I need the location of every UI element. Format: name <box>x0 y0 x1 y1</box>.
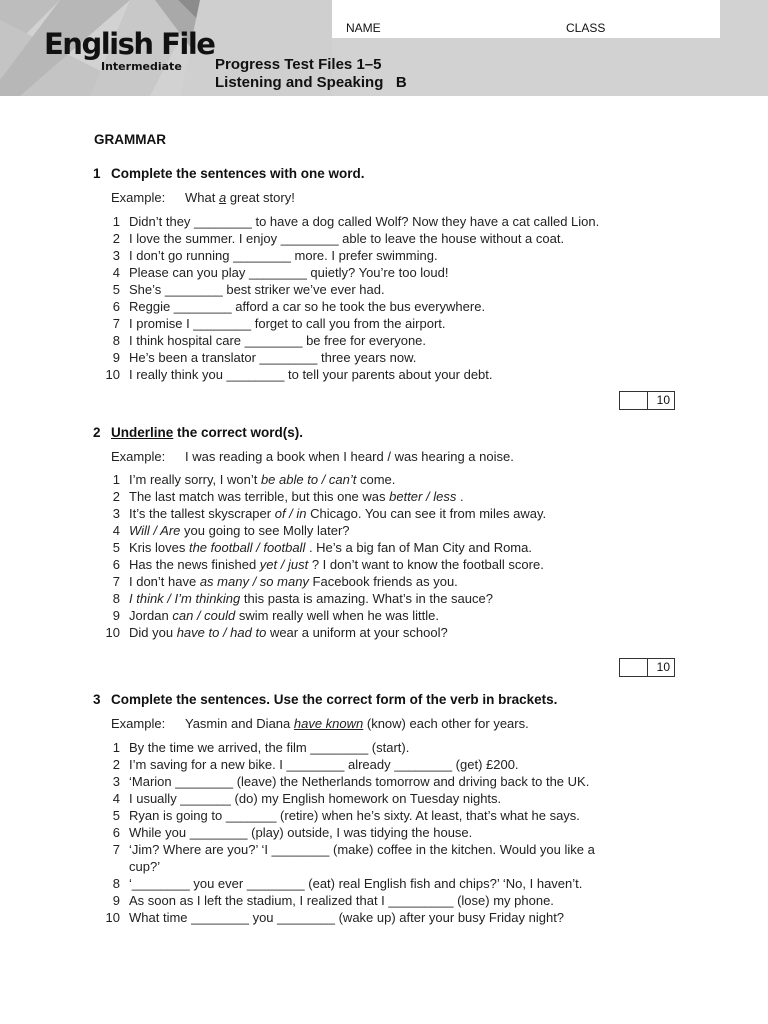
item-text: Has the news finished <box>129 557 260 572</box>
score-blank <box>620 659 648 676</box>
list-item <box>100 332 660 349</box>
item-number: 6 <box>112 299 120 314</box>
example-label: Example: <box>111 190 166 205</box>
exercise-instruction-underlined: Underline <box>111 425 174 440</box>
item-text: ‘Marion ________ (leave) the Netherlands tomorrow and driving back to the UK. <box>129 774 590 789</box>
item-number: 3 <box>112 248 120 263</box>
test-title-line2: Listening and Speaking B <box>215 74 407 91</box>
example-text-after: (know) each other for years. <box>363 716 529 731</box>
item-text: you going to see Molly later? <box>180 523 350 538</box>
brand-name: English File <box>44 27 215 61</box>
item-number: 8 <box>112 876 120 891</box>
list-item <box>100 739 620 756</box>
list-item <box>100 366 660 383</box>
item-number: 10 <box>105 625 120 640</box>
item-text: The last match was terrible, but this one was <box>129 489 390 504</box>
test-title-line1: Progress Test Files 1–5 <box>215 56 382 73</box>
class-label: CLASS <box>566 21 606 35</box>
item-text: Chicago. You can see it from miles away. <box>306 506 547 521</box>
brand-level: Intermediate <box>101 60 182 73</box>
item-number: 4 <box>112 791 120 806</box>
list-item <box>100 807 620 824</box>
score-blank <box>620 392 648 409</box>
item-number: 9 <box>112 350 120 365</box>
item-text: It’s the tallest skyscraper <box>129 506 275 521</box>
item-text: . He’s a big fan of Man City and Roma. <box>305 540 532 555</box>
item-text: I really think you ________ to tell your parents about your debt. <box>129 367 493 382</box>
item-number: 10 <box>105 910 120 925</box>
item-number: 6 <box>112 557 120 572</box>
example-text-before: What <box>185 190 219 205</box>
list-item <box>100 505 660 522</box>
item-text: Please can you play ________ quietly? You’re too loud! <box>129 265 449 280</box>
list-item <box>100 488 660 505</box>
exercise-2-score-box <box>619 658 675 677</box>
item-number: 3 <box>112 774 120 789</box>
item-text: I promise I ________ forget to call you from the airport. <box>129 316 446 331</box>
item-number: 5 <box>112 282 120 297</box>
choice-options[interactable]: of / in <box>274 506 307 521</box>
item-text: wear a uniform at your school? <box>266 625 448 640</box>
list-item <box>100 298 660 315</box>
score-total: 10 <box>656 393 670 407</box>
list-item <box>100 471 660 488</box>
item-number: 1 <box>112 740 120 755</box>
exercise-number: 3 <box>93 692 101 707</box>
exercise-3-heading <box>93 692 557 707</box>
exercise-instruction: the correct word(s). <box>173 425 304 440</box>
item-text: He’s been a translator ________ three years now. <box>129 350 417 365</box>
item-number: 8 <box>112 591 120 606</box>
item-text: Ryan is going to _______ (retire) when he’s sixty. At least, that’s what he says. <box>129 808 580 823</box>
choice-options[interactable]: as many / so many <box>199 574 309 589</box>
score-total: 10 <box>656 660 670 674</box>
item-number: 5 <box>112 808 120 823</box>
item-text: I usually _______ (do) my English homework on Tuesday nights. <box>129 791 502 806</box>
item-number: 6 <box>112 825 120 840</box>
item-number: 2 <box>112 757 120 772</box>
item-number: 9 <box>112 893 120 908</box>
item-text: I don’t go running ________ more. I prefer swimming. <box>129 248 438 263</box>
page-header <box>0 0 768 96</box>
item-number: 8 <box>112 333 120 348</box>
exercise-number: 2 <box>93 425 101 440</box>
section-title: GRAMMAR <box>94 132 166 147</box>
list-item <box>100 790 620 807</box>
list-item <box>100 281 660 298</box>
item-text: come. <box>356 472 396 487</box>
item-text: I think hospital care ________ be free for everyone. <box>129 333 427 348</box>
list-item <box>100 624 660 641</box>
item-text: She’s ________ best striker we’ve ever had. <box>129 282 385 297</box>
list-item <box>100 590 660 607</box>
item-text: While you ________ (play) outside, I was tidying the house. <box>129 825 473 840</box>
choice-options[interactable]: have to / had to <box>176 625 267 640</box>
item-text: Jordan <box>129 608 173 623</box>
item-text: As soon as I left the stadium, I realized that I _________ (lose) my phone. <box>129 893 554 908</box>
exercise-instruction: Complete the sentences. Use the correct form of the verb in brackets. <box>111 692 558 707</box>
list-item <box>100 573 660 590</box>
item-text: swim really well when he was little. <box>235 608 439 623</box>
choice-options[interactable]: I think / I’m thinking <box>129 591 241 606</box>
item-number: 3 <box>112 506 120 521</box>
list-item <box>100 875 620 892</box>
item-text: ‘________ you ever ________ (eat) real English fish and chips?’ ‘No, I haven’t. <box>129 876 583 891</box>
list-item <box>100 213 660 230</box>
list-item <box>100 264 660 281</box>
example-label: Example: <box>111 449 166 464</box>
list-item <box>100 539 660 556</box>
example-label: Example: <box>111 716 166 731</box>
item-text: I’m saving for a new bike. I ________ already ________ (get) £200. <box>129 757 519 772</box>
item-number: 5 <box>112 540 120 555</box>
exercise-number: 1 <box>93 166 101 181</box>
list-item <box>100 315 660 332</box>
list-item <box>100 349 660 366</box>
list-item <box>100 909 620 926</box>
exercise-instruction: Complete the sentences with one word. <box>111 166 365 181</box>
name-label: NAME <box>346 21 381 35</box>
choice-options[interactable]: can / could <box>172 608 236 623</box>
example-answer: a <box>218 190 227 205</box>
list-item <box>100 756 620 773</box>
item-text: Kris loves <box>129 540 189 555</box>
list-item <box>100 607 660 624</box>
exercise-3-example <box>111 716 529 731</box>
choice-options[interactable]: be able to / can’t <box>260 472 357 487</box>
item-text: ‘Jim? Where are you?’ ‘I ________ (make) coffee in the kitchen. Would you like a cup?’ <box>129 842 595 874</box>
example-answer: have known <box>293 716 364 731</box>
exercise-1-heading <box>93 166 365 181</box>
example-text: I was reading a book when I heard / was hearing a noise. <box>185 449 514 464</box>
item-text: Reggie ________ afford a car so he took the bus everywhere. <box>129 299 486 314</box>
list-item <box>100 247 660 264</box>
list-item <box>100 773 620 790</box>
list-item <box>100 824 620 841</box>
item-text: By the time we arrived, the film ________ (start). <box>129 740 410 755</box>
item-number: 4 <box>112 523 120 538</box>
choice-options[interactable]: Will / Are <box>129 523 181 538</box>
choice-options[interactable]: the football / football <box>188 540 306 555</box>
list-item <box>100 522 660 539</box>
exercise-3-items <box>100 739 620 926</box>
list-item <box>100 230 660 247</box>
example-text-before: Yasmin and Diana <box>185 716 294 731</box>
item-text: I’m really sorry, I won’t <box>129 472 261 487</box>
item-number: 2 <box>112 489 120 504</box>
item-number: 9 <box>112 608 120 623</box>
choice-options[interactable]: better / less <box>389 489 457 504</box>
item-text: Did you <box>129 625 177 640</box>
item-number: 4 <box>112 265 120 280</box>
item-text: What time ________ you ________ (wake up) after your busy Friday night? <box>129 910 565 925</box>
exercise-1-score-box <box>619 391 675 410</box>
test-title <box>215 56 407 92</box>
item-text: I don’t have <box>129 574 200 589</box>
list-item <box>100 892 620 909</box>
item-number: 2 <box>112 231 120 246</box>
exercise-2-heading <box>93 425 303 440</box>
item-number: 1 <box>112 472 120 487</box>
item-text: this pasta is amazing. What’s in the sauce? <box>240 591 493 606</box>
item-number: 7 <box>112 842 120 857</box>
item-text: . <box>456 489 464 504</box>
name-class-box <box>332 0 720 38</box>
item-number: 7 <box>112 574 120 589</box>
item-text: I love the summer. I enjoy ________ able to leave the house without a coat. <box>129 231 565 246</box>
item-number: 1 <box>112 214 120 229</box>
exercise-1-items <box>100 213 660 383</box>
item-number: 10 <box>105 367 120 382</box>
list-item <box>100 841 620 875</box>
item-text: ? I don’t want to know the football score. <box>308 557 544 572</box>
exercise-1-example <box>111 190 295 205</box>
brand-logo <box>44 28 214 74</box>
exercise-2-items <box>100 471 660 641</box>
list-item <box>100 556 660 573</box>
item-text: Facebook friends as you. <box>308 574 458 589</box>
exercise-2-example <box>111 449 514 464</box>
item-text: Didn’t they ________ to have a dog called Wolf? Now they have a cat called Lion. <box>129 214 600 229</box>
item-number: 7 <box>112 316 120 331</box>
choice-options[interactable]: yet / just <box>259 557 309 572</box>
example-text-after: great story! <box>226 190 295 205</box>
